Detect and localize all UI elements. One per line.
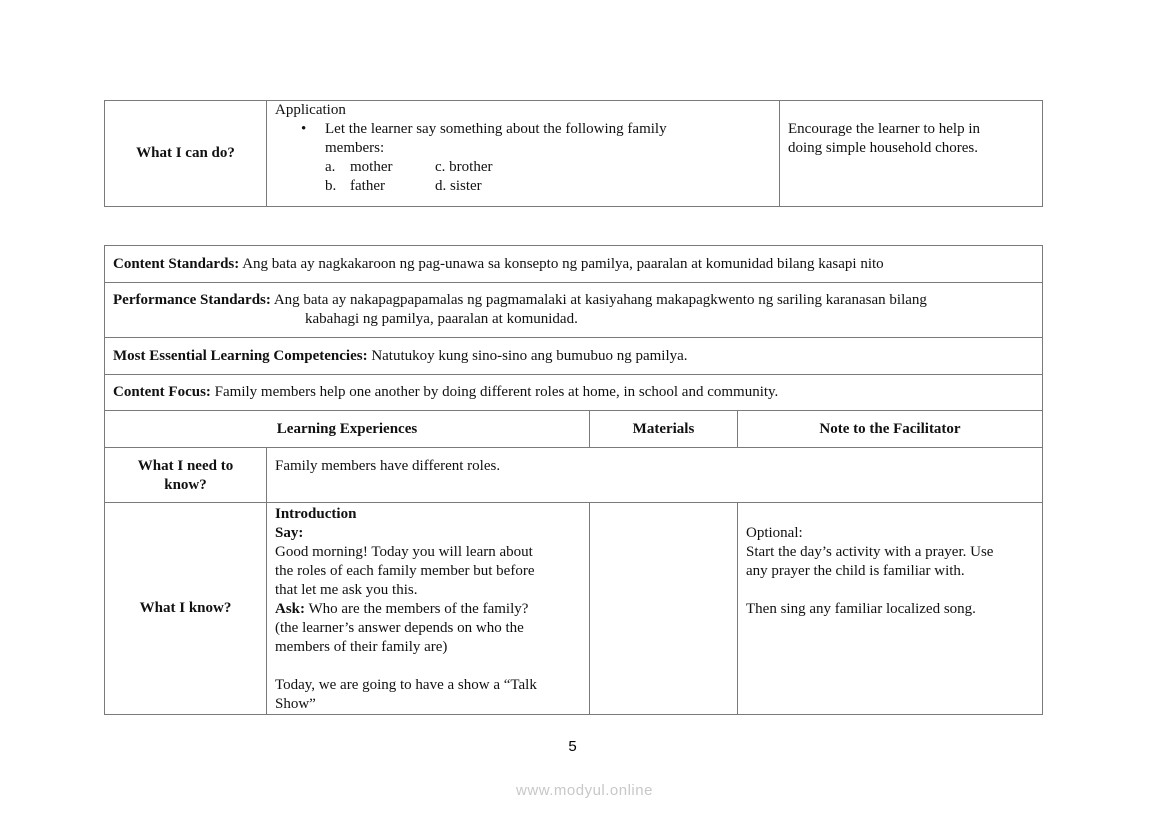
ask-label: Ask:	[275, 601, 306, 617]
option-b	[325, 177, 435, 196]
row-label-what-i-can-do: What I can do?	[105, 101, 267, 207]
row-label-need-to-know	[105, 448, 267, 503]
bullet-text-line1: Let the learner say something about the following family	[325, 121, 667, 137]
say-label: Say:	[275, 525, 304, 541]
performance-standards-row	[105, 283, 1043, 338]
option-text: sister	[450, 178, 482, 194]
application-title: Application	[275, 102, 346, 118]
optional-label: Optional:	[746, 525, 803, 541]
option-text: brother	[449, 159, 493, 175]
label-line1: What I need to	[137, 458, 234, 474]
option-letter: c.	[435, 159, 446, 175]
performance-standards-text: Ang bata ay nakapagpapamalas ng pagmamalaki at kasiyahang makapagkwento ng sariling karanasan bilang	[270, 292, 927, 308]
melc-row	[105, 338, 1043, 375]
watermark: www.modyul.online	[516, 782, 653, 799]
application-cell	[267, 101, 780, 207]
content-standards-label: Content Standards:	[113, 255, 240, 272]
ask-line: (the learner’s answer depends on who the	[275, 620, 524, 636]
page-number: 5	[568, 738, 577, 755]
note-song: Then sing any familiar localized song.	[746, 601, 976, 617]
content-focus-row	[105, 375, 1043, 411]
header-materials: Materials	[590, 411, 738, 448]
note-line2: doing simple household chores.	[788, 140, 978, 156]
note-line1: Encourage the learner to help in	[788, 121, 980, 137]
ask-text: Who are the members of the family?	[305, 601, 529, 617]
header-note: Note to the Facilitator	[738, 411, 1043, 448]
note-line: Start the day’s activity with a prayer. Use	[746, 544, 994, 560]
introduction-heading: Introduction	[275, 506, 357, 522]
ask-line: members of their family are)	[275, 639, 448, 655]
facilitator-note-cell	[780, 101, 1043, 207]
family-member-options	[275, 158, 771, 196]
melc-label: Most Essential Learning Competencies:	[113, 347, 368, 364]
option-text: father	[350, 178, 385, 194]
note-line: any prayer the child is familiar with.	[746, 563, 965, 579]
say-line: the roles of each family member but before	[275, 563, 535, 579]
content-focus-text: Family members help one another by doing different roles at home, in school and community.	[210, 384, 779, 400]
say-line: that let me ask you this.	[275, 582, 418, 598]
option-d	[435, 177, 555, 196]
closing-line: Show”	[275, 696, 316, 712]
option-letter: a.	[325, 159, 336, 175]
say-line: Good morning! Today you will learn about	[275, 544, 533, 560]
option-letter: d.	[435, 178, 447, 194]
lesson-plan-table	[104, 245, 1043, 715]
what-i-can-do-table	[104, 100, 1043, 207]
content-standards-row	[105, 246, 1043, 283]
performance-standards-text-cont: kabahagi ng pamilya, paaralan at komunidad.	[305, 311, 578, 327]
content-focus-label: Content Focus:	[113, 384, 211, 400]
what-i-know-activity	[267, 503, 590, 715]
materials-cell	[590, 503, 738, 715]
need-to-know-text: Family members have different roles.	[267, 448, 1043, 503]
closing-line: Today, we are going to have a show a “Talk	[275, 677, 537, 693]
what-i-know-note	[738, 503, 1043, 715]
bullet-icon: •	[301, 121, 307, 137]
label-line2: know?	[164, 477, 207, 493]
row-label-what-i-know: What I know?	[105, 503, 267, 715]
performance-standards-label: Performance Standards:	[113, 292, 271, 308]
bullet-item	[275, 120, 771, 158]
option-c	[435, 158, 555, 177]
option-a	[325, 158, 435, 177]
bullet-text-line2: members:	[325, 140, 385, 156]
option-letter: b.	[325, 178, 337, 194]
content-standards-text: Ang bata ay nagkakaroon ng pag-unawa sa konsepto ng pamilya, paaralan at komunidad bilang kasapi nito	[239, 255, 884, 272]
header-learning-experiences: Learning Experiences	[105, 411, 590, 448]
option-text: mother	[350, 159, 393, 175]
melc-text: Natutukoy kung sino-sino ang bumubuo ng pamilya.	[367, 347, 688, 364]
